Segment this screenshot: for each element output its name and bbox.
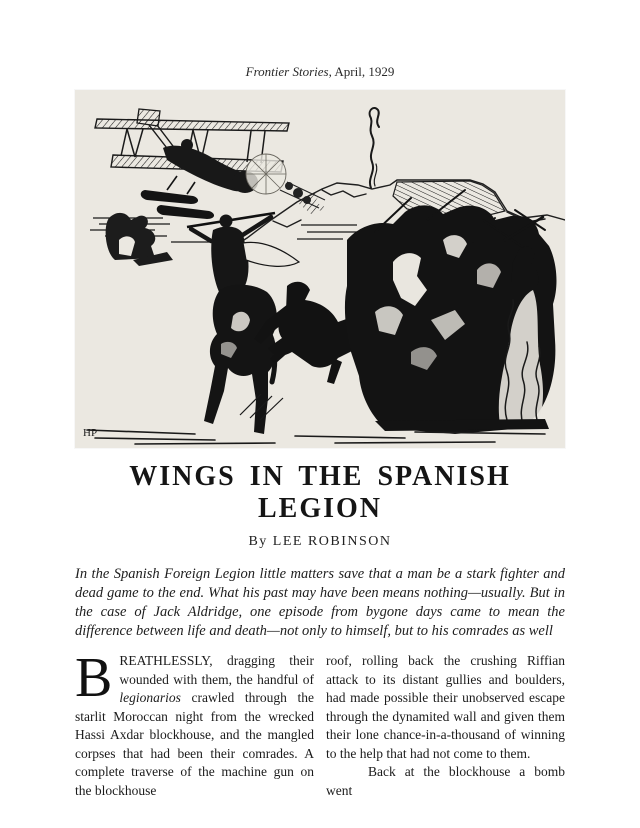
drop-cap: B [75, 647, 113, 709]
body-columns [75, 647, 565, 800]
right-column-paragraph-1: roof, rolling back the crushing Riffian attack to its distant gullies and boulders, had made possible their unobserved escape through the dynamited wall and given them their lone chance-in-a-thousand of winning to the help that had not come to them. [326, 653, 565, 761]
story-title [75, 461, 565, 525]
magazine-title: Frontier Stories [245, 64, 329, 79]
propeller-disc [246, 154, 286, 194]
pilot-head [181, 139, 193, 151]
left-text-end: crawled through the starlit Moroccan night from the wrecked Hassi Axdar blockhouse, and the mangled corpses that had been their comrades. A complete traverse of the machine gun on the blockhouse [75, 690, 314, 798]
rider-head [220, 215, 233, 228]
story-intro: In the Spanish Foreign Legion little matters save that a man be a stark fighter and dead game to the end. What his past may have been means nothing—usually. But in the case of Jack Aldridge, one episode from bygone days came to mean the difference between life and death—not only to himself, but to his comrades as well [75, 566, 565, 639]
italic-word: legionarios [119, 690, 181, 705]
left-column-paragraph [75, 647, 314, 800]
story-title-line2: LEGION [257, 493, 383, 524]
illustrator-signature: HP [83, 427, 98, 439]
battle-scene-drawing [75, 90, 565, 448]
left-column [75, 647, 314, 800]
story-title-line1: WINGS IN THE SPANISH [129, 461, 511, 492]
running-head [75, 0, 565, 80]
right-column-paragraph-2: Back at the blockhouse a bomb went [326, 764, 565, 798]
right-column [326, 652, 565, 800]
issue-date: , April, 1929 [328, 64, 395, 79]
story-illustration [75, 90, 565, 448]
left-text-start: REATHLESSLY, dragging their wounded with them, the handful of [119, 653, 314, 687]
ground-shadow-band [375, 419, 549, 431]
byline: By LEE ROBINSON [248, 534, 392, 549]
